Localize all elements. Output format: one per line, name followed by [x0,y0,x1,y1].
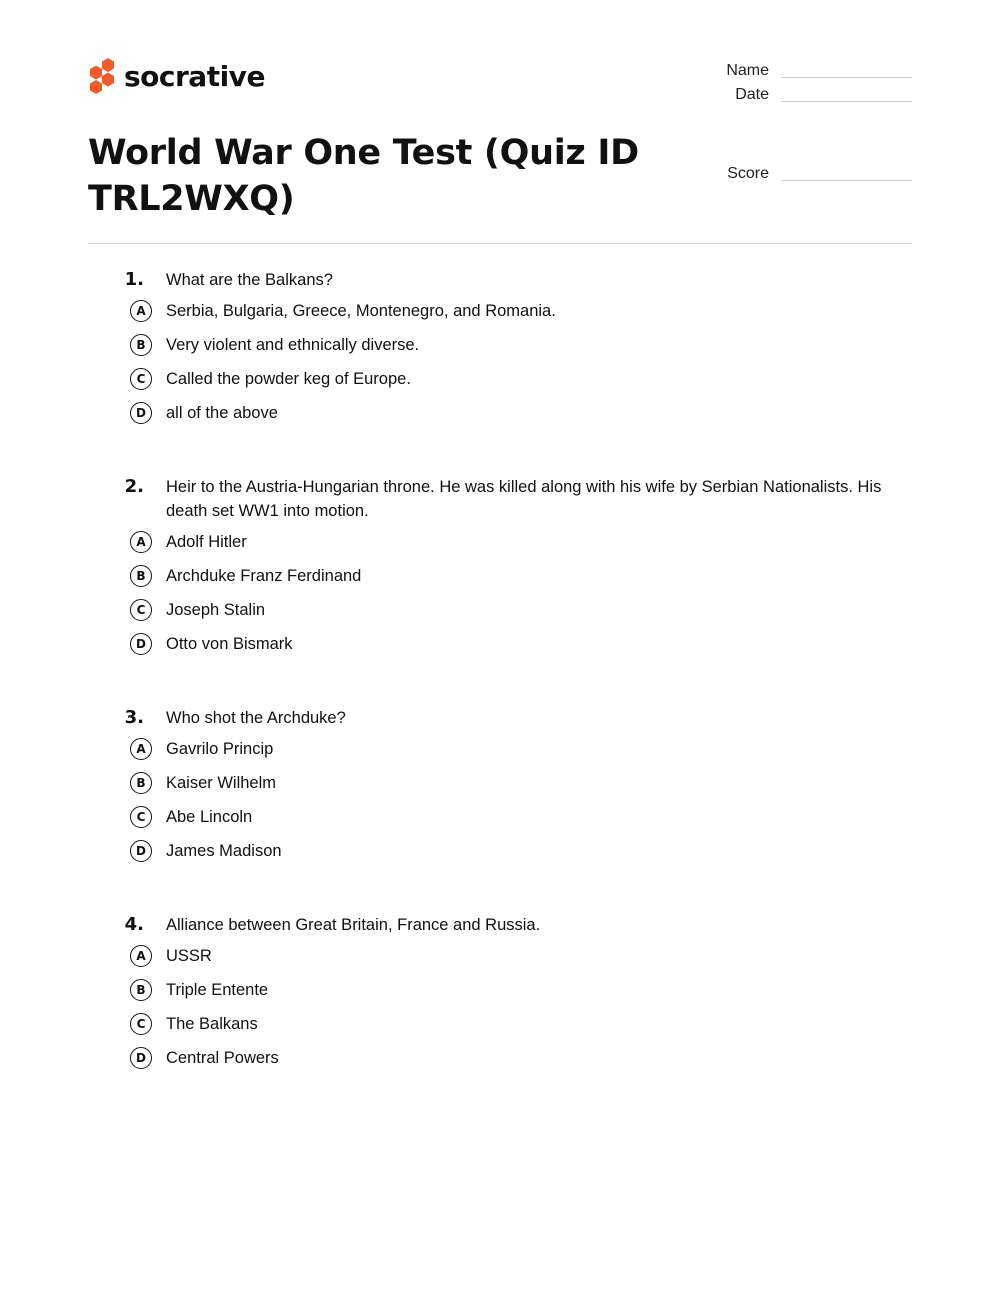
option-b[interactable] [130,559,910,593]
option-letter-circle[interactable]: D [130,633,152,655]
option-letter-circle[interactable]: B [130,334,152,356]
option-b[interactable] [130,973,910,1007]
option-letter-circle[interactable]: D [130,1047,152,1069]
option-text: Joseph Stalin [166,601,266,619]
option-text: Central Powers [166,1049,279,1067]
question-3 [124,706,910,868]
option-letter-circle[interactable]: C [130,368,152,390]
option-letter-circle[interactable]: B [130,565,152,587]
date-line[interactable] [781,101,912,102]
option-text: Gavrilo Princip [166,740,274,758]
date-field[interactable] [700,84,912,106]
question-text: Who shot the Archduke? [166,709,346,727]
option-b[interactable] [130,766,910,800]
option-c[interactable] [130,593,910,627]
question-text: What are the Balkans? [166,271,333,289]
question-text: Heir to the Austria-Hungarian throne. He was killed along with his wife by Serbian Nationalists. His death set WW1 into motion. [166,478,882,520]
question-text: Alliance between Great Britain, France and Russia. [166,916,541,934]
option-text: all of the above [166,404,278,422]
option-letter-circle[interactable]: A [130,945,152,967]
option-a[interactable] [130,294,910,328]
option-text: Called the powder keg of Europe. [166,370,411,388]
option-text: Archduke Franz Ferdinand [166,567,362,585]
option-d[interactable] [130,627,910,661]
hexagon-cluster-icon [88,57,120,97]
question-list [124,268,910,1120]
option-c[interactable] [130,1007,910,1041]
option-letter-circle[interactable]: A [130,531,152,553]
option-d[interactable] [130,834,910,868]
option-text: Serbia, Bulgaria, Greece, Montenegro, and Romania. [166,302,556,320]
option-c[interactable] [130,362,910,396]
option-letter-circle[interactable]: C [130,806,152,828]
option-letter-circle[interactable]: D [130,402,152,424]
option-letter-circle[interactable]: A [130,738,152,760]
question-1 [124,268,910,430]
option-text: The Balkans [166,1015,258,1033]
option-text: Very violent and ethnically diverse. [166,336,420,354]
score-label: Score [727,165,769,182]
question-4 [124,913,910,1075]
option-text: Abe Lincoln [166,808,253,826]
name-field[interactable] [700,60,912,82]
question-number: 2. [124,476,144,497]
score-line[interactable] [781,180,912,181]
option-text: Adolf Hitler [166,533,247,551]
option-text: Kaiser Wilhelm [166,774,277,792]
option-a[interactable] [130,525,910,559]
option-letter-circle[interactable]: A [130,300,152,322]
score-field[interactable] [700,163,912,185]
name-label: Name [726,62,769,79]
question-number: 1. [124,269,144,290]
option-a[interactable] [130,732,910,766]
option-letter-circle[interactable]: B [130,772,152,794]
option-text: Triple Entente [166,981,269,999]
option-d[interactable] [130,396,910,430]
option-letter-circle[interactable]: B [130,979,152,1001]
option-a[interactable] [130,939,910,973]
date-label: Date [735,86,769,103]
question-number: 4. [124,914,144,935]
socrative-logo [88,57,265,97]
question-number: 3. [124,707,144,728]
option-letter-circle[interactable]: C [130,1013,152,1035]
name-line[interactable] [781,77,912,78]
option-text: Otto von Bismark [166,635,293,653]
option-letter-circle[interactable]: C [130,599,152,621]
option-text: James Madison [166,842,282,860]
page-title: World War One Test (Quiz ID TRL2WXQ) [88,133,639,219]
option-text: USSR [166,947,212,965]
option-c[interactable] [130,800,910,834]
question-2 [124,475,910,661]
option-d[interactable] [130,1041,910,1075]
header-divider [88,243,912,244]
brand-name: socrative [124,60,265,93]
option-letter-circle[interactable]: D [130,840,152,862]
option-b[interactable] [130,328,910,362]
